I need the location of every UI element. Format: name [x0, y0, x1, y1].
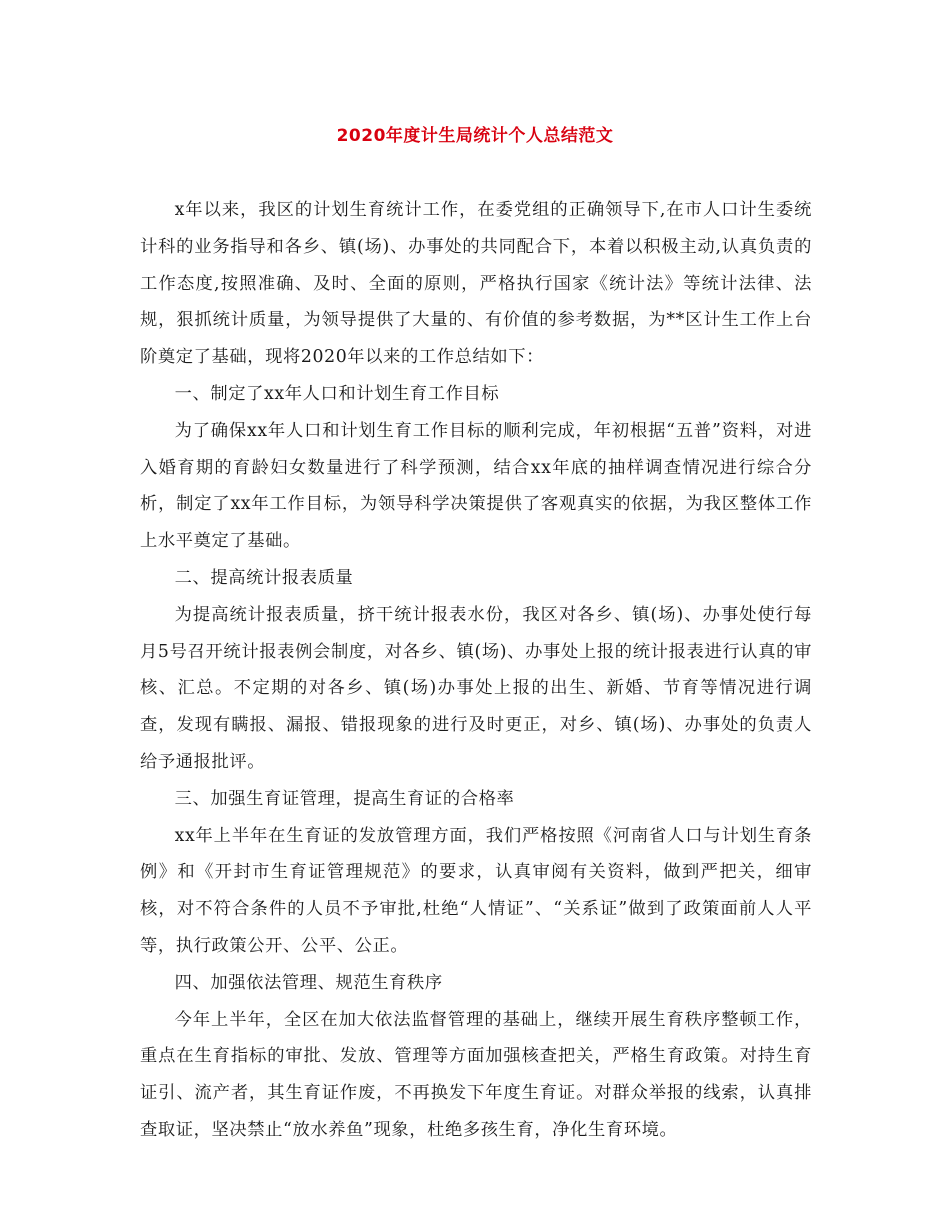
paragraph-section-3: xx年上半年在生育证的发放管理方面，我们严格按照《河南省人口与计划生育条例》和《开封市生育证管理规范》的要求，认真审阅有关资料，做到严把关，细审核，对不符合条件的人员不予审批,杜绝“人情证”、“关系证”做到了政策面前人人平等，执行政策公开、公平、公正。: [140, 825, 812, 956]
paragraph-section-1: 为了确保xx年人口和计划生育工作目标的顺利完成，年初根据“五普”资料，对进入婚育期的育龄妇女数量进行了科学预测，结合xx年底的抽样调查情况进行综合分析，制定了xx年工作目标，为领导科学决策提供了客观真实的依据，为我区整体工作上水平奠定了基础。: [140, 420, 812, 552]
section-heading-1: 一、制定了xx年人口和计划生育工作目标: [174, 383, 500, 404]
section-heading-4: 四、加强依法管理、规范生育秩序: [174, 972, 443, 993]
paragraph-section-2: 为提高统计报表质量，挤干统计报表水份，我区对各乡、镇(场)、办事处使行每月5号召开统计报表例会制度，对各乡、镇(场)、办事处上报的统计报表进行认真的审核、汇总。不定期的对各乡、镇(场)办事处上报的出生、新婚、节育等情况进行调查，发现有瞒报、漏报、错报现象的进行及时更正，对乡、镇(场)、办事处的负责人给予通报批评。: [140, 604, 812, 772]
paragraph-section-4: 今年上半年，全区在加大依法监督管理的基础上，继续开展生育秩序整顿工作，重点在生育指标的审批、发放、管理等方面加强核查把关，严格生育政策。对持生育证引、流产者，其生育证作废，不再换发下年度生育证。对群众举报的线索，认真排查取证，坚决禁止“放水养鱼”现象，杜绝多孩生育，净化生育环境。: [140, 1009, 812, 1140]
document-body: [140, 192, 812, 1149]
section-heading-2: 二、提高统计报表质量: [174, 567, 354, 588]
document-title: 2020年度计生局统计个人总结范文: [336, 126, 614, 146]
paragraph-intro: x年以来，我区的计划生育统计工作，在委党组的正确领导下,在市人口计生委统计科的业务指导和各乡、镇(场)、办事处的共同配合下，本着以积极主动,认真负责的工作态度,按照准确、及时、全面的原则，严格执行国家《统计法》等统计法律、法规，狠抓统计质量，为领导提供了大量的、有价值的参考数据，为**区计生工作上台阶奠定了基础，现将2020年以来的工作总结如下：: [140, 200, 812, 368]
section-heading-3: 三、加强生育证管理，提高生育证的合格率: [174, 788, 515, 809]
